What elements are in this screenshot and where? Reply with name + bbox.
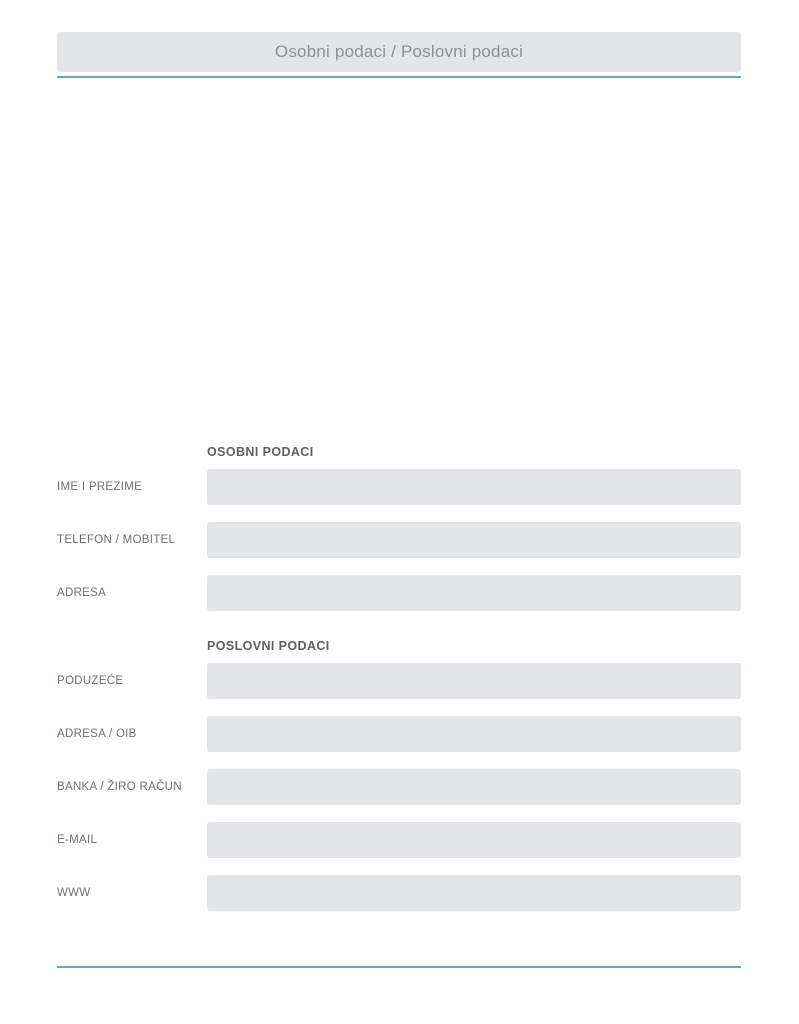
page-title: Osobni podaci / Poslovni podaci xyxy=(274,42,524,61)
header-divider xyxy=(57,76,741,78)
label-telefon-mobitel: TELEFON / MOBITEL xyxy=(57,534,176,546)
label-poduzece: PODUZEĆE xyxy=(57,675,124,687)
input-telefon-mobitel[interactable] xyxy=(207,522,741,558)
field-row xyxy=(57,663,741,699)
input-banka-ziro-racun[interactable] xyxy=(207,769,741,805)
input-adresa-oib[interactable] xyxy=(207,716,741,752)
label-banka-ziro-racun: BANKA / ŽIRO RAČUN xyxy=(57,781,182,793)
input-www[interactable] xyxy=(207,875,741,911)
label-adresa-oib: ADRESA / OIB xyxy=(57,728,137,740)
label-adresa: ADRESA xyxy=(57,587,107,599)
input-adresa[interactable] xyxy=(207,575,741,611)
label-e-mail: E-MAIL xyxy=(57,834,98,846)
section-title-poslovni-podaci: POSLOVNI PODACI xyxy=(207,639,330,653)
field-row xyxy=(57,522,741,558)
field-row xyxy=(57,469,741,505)
footer-divider xyxy=(57,966,741,968)
label-www: WWW xyxy=(57,887,91,899)
field-row xyxy=(57,822,741,858)
field-row xyxy=(57,769,741,805)
field-row xyxy=(57,875,741,911)
label-ime-i-prezime: IME I PREZIME xyxy=(57,481,143,493)
input-ime-i-prezime[interactable] xyxy=(207,469,741,505)
section-osobni-podaci xyxy=(57,445,741,611)
input-e-mail[interactable] xyxy=(207,822,741,858)
input-poduzece[interactable] xyxy=(207,663,741,699)
header-banner xyxy=(57,32,741,72)
field-row xyxy=(57,716,741,752)
field-row xyxy=(57,575,741,611)
section-poslovni-podaci xyxy=(57,639,741,911)
form-area xyxy=(57,445,741,928)
section-title-osobni-podaci: OSOBNI PODACI xyxy=(207,445,314,459)
